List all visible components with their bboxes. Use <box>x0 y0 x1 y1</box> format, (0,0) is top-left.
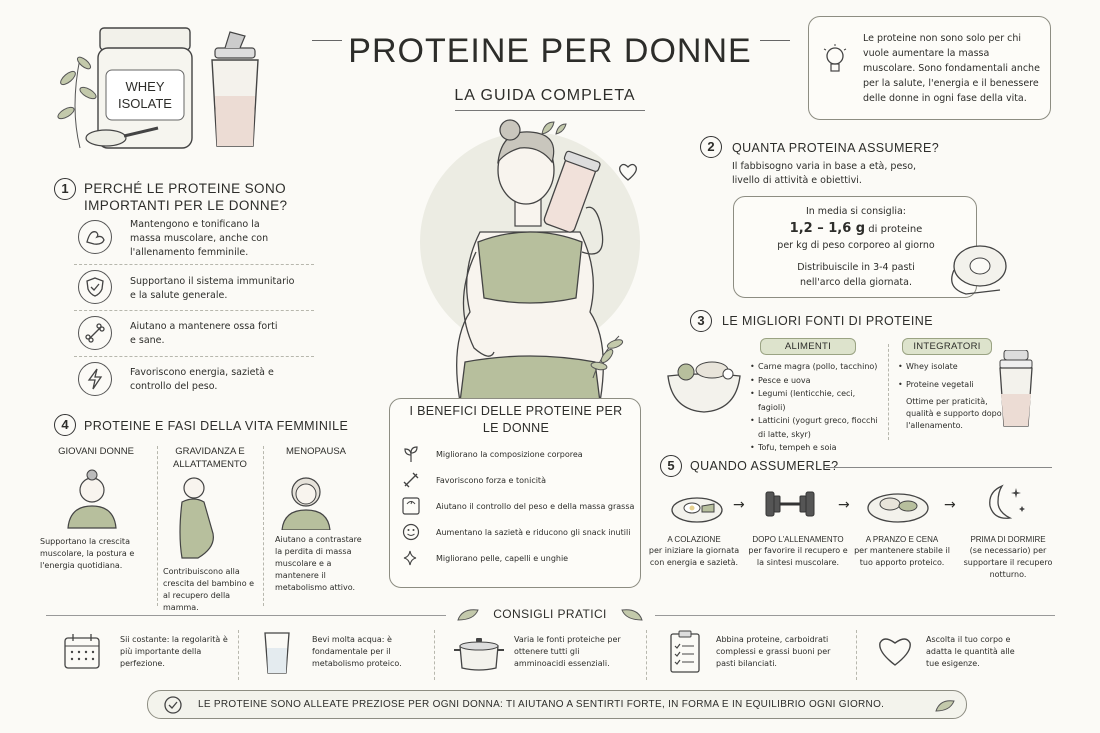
measuring-tape-icon <box>940 240 1010 300</box>
dumbbell-large-icon <box>760 484 820 524</box>
amount-line4: nell'arco della giornata. <box>800 277 912 288</box>
phase-young-title: GIOVANI DONNE <box>58 446 134 457</box>
lightning-icon <box>78 362 112 396</box>
footer-banner <box>147 690 967 719</box>
amount-line3: Distribuiscile in 3-4 pasti <box>797 262 915 273</box>
pot-icon <box>452 634 506 674</box>
plant-sprig-icon <box>585 330 625 380</box>
amount-value: 1,2 – 1,6 g <box>789 221 866 236</box>
tip-item-3: Varia le fonti proteiche per ottenere tutti gli amminoacidi essenziali. <box>514 635 621 668</box>
amount-value-suffix: di proteine <box>865 224 923 235</box>
benefit-item-2: Favoriscono forza e tonicità <box>436 476 546 485</box>
divider <box>74 264 314 265</box>
tips-rule-right <box>655 615 1055 616</box>
section4-number: 4 <box>54 414 76 436</box>
food-item: • Latticini (yogurt greco, fiocchi di latte, skyr) <box>750 414 880 441</box>
phase-young-text: Supportano la crescita muscolare, la postura e l'energia quotidiana. <box>40 537 135 570</box>
subtitle-underline <box>455 110 645 111</box>
muscle-icon <box>78 220 112 254</box>
benefits-box <box>389 398 641 588</box>
food-item: • Tofu, tempeh e soia <box>750 441 880 455</box>
sparkle-icon <box>402 549 420 567</box>
protein-shaker-icon <box>994 350 1038 428</box>
amount-line2: per kg di peso corporeo al giorno <box>777 240 935 251</box>
section1-item-4: Favoriscono energia, sazietà e controllo del peso. <box>130 367 274 392</box>
foods-label: ALIMENTI <box>760 338 856 355</box>
moment-bedtime-title: PRIMA DI DORMIRE <box>970 535 1046 544</box>
foods-divider <box>888 344 889 440</box>
lunch-plate-icon <box>866 482 930 526</box>
phase-divider <box>263 446 264 606</box>
intro-box <box>808 16 1051 120</box>
sprout-icon <box>402 445 420 463</box>
page-subtitle: LA GUIDA COMPLETA <box>454 87 636 104</box>
dumbbell-icon <box>402 471 420 489</box>
tip-item-1: Sii costante: la regolarità è più importante della perfezione. <box>120 635 228 668</box>
tip-divider <box>856 630 857 680</box>
divider <box>74 356 314 357</box>
lightbulb-icon <box>821 43 849 79</box>
heart-icon <box>876 634 914 668</box>
supplement-item: • Proteine vegetali <box>898 378 1008 392</box>
jar-label-line2: ISOLATE <box>118 96 172 111</box>
foods-list <box>750 360 880 455</box>
section2-number: 2 <box>700 136 722 158</box>
footer-text: LE PROTEINE SONO ALLEATE PREZIOSE PER OGNI DONNA: TI AIUTANO A SENTIRTI FORTE, IN FORMA E IN EQUILIBRIO OGNI GIORNO. <box>198 699 885 710</box>
section1-item-3: Aiutano a mantenere ossa forti e sane. <box>130 321 278 346</box>
divider <box>74 310 314 311</box>
arrow-icon: → <box>944 497 956 513</box>
moment-breakfast-text: per iniziare la giornata con energia e sazietà. <box>648 546 740 567</box>
tip-divider <box>434 630 435 680</box>
tips-title: CONSIGLI PRATICI <box>493 607 607 621</box>
tip-item-5: Ascolta il tuo corpo e adatta le quantità alle tue esigenze. <box>926 635 1015 668</box>
moment-post-workout-text: per favorire il recupero e la sintesi muscolare. <box>748 546 848 567</box>
water-glass-icon <box>262 630 292 676</box>
benefit-item-1: Migliorano la composizione corporea <box>436 450 583 459</box>
jar-label-line1: WHEY <box>125 79 165 94</box>
phase-menopause-text: Aiutano a contrastare la perdita di massa muscolare e a mantenere il metabolismo attivo. <box>275 535 362 592</box>
benefit-item-4: Aumentano la sazietà e riducono gli snack inutili <box>436 528 631 537</box>
shield-check-icon <box>78 270 112 304</box>
breakfast-plate-icon <box>670 482 724 526</box>
calendar-icon <box>62 632 102 672</box>
phase-pregnancy-text: Contribuiscono alla crescita del bambino e al recupero della mamma. <box>163 567 255 612</box>
section5-number: 5 <box>660 455 682 477</box>
phase-menopause-title: MENOPAUSA <box>285 446 346 457</box>
section1-number: 1 <box>54 178 76 200</box>
section5-rule <box>826 467 1052 468</box>
intro-text: Le proteine non sono solo per chi vuole aumentare la massa muscolare. Sono fondamentali anche per la salute, l'energia e il benessere delle donne in ogni fase della vita. <box>863 33 1040 104</box>
benefits-title: I BENEFICI DELLE PROTEINE PER LE DONNE <box>409 404 623 435</box>
moon-stars-icon <box>980 480 1030 526</box>
check-circle-icon <box>164 696 182 714</box>
moment-bedtime-text: (se necessario) per supportare il recupero notturno. <box>963 546 1053 579</box>
moment-post-workout-title: DOPO L'ALLENAMENTO <box>752 535 844 544</box>
section2-desc: Il fabbisogno varia in base a età, peso, livello di attività e obiettivi. <box>732 161 917 186</box>
supplements-note: Ottime per praticità, qualità e supporto dopo l'allenamento. <box>906 397 1002 430</box>
section3-number: 3 <box>690 310 712 332</box>
heart-outline-icon <box>617 162 639 182</box>
tip-item-4: Abbina proteine, carboidrati complessi e grassi buoni per pasti bilanciati. <box>716 635 831 668</box>
title-deco-right <box>760 40 790 41</box>
arrow-icon: → <box>838 497 850 513</box>
section1-item-2: Supportano il sistema immunitario e la salute generale. <box>130 276 295 301</box>
leaf-icon <box>618 606 644 622</box>
tip-divider <box>646 630 647 680</box>
amount-intro: In media si consiglia: <box>805 206 907 217</box>
phase-pregnancy-title: GRAVIDANZA E ALLATTAMENTO <box>173 446 247 470</box>
tips-rule-left <box>46 615 446 616</box>
leaf-icon <box>934 697 958 713</box>
food-item: • Legumi (lenticchie, ceci, fagioli) <box>750 387 880 414</box>
mature-woman-illustration <box>276 470 336 530</box>
moment-breakfast-title: A COLAZIONE <box>667 535 721 544</box>
title-deco-left <box>312 40 342 41</box>
smile-icon <box>402 523 420 541</box>
scale-icon <box>402 497 420 515</box>
bone-icon <box>78 316 112 350</box>
section5-title: QUANDO ASSUMERLE? <box>690 459 839 473</box>
arrow-icon: → <box>733 497 745 513</box>
checklist-icon <box>668 630 702 674</box>
supplements-list <box>898 360 1008 391</box>
leaf-icon <box>456 606 482 622</box>
benefit-item-5: Migliorano pelle, capelli e unghie <box>436 554 569 563</box>
benefit-item-3: Aiutano il controllo del peso e della massa grassa <box>436 502 635 511</box>
tip-divider <box>238 630 239 680</box>
section1-title: PERCHÉ LE PROTEINE SONO IMPORTANTI PER LE DONNE? <box>84 181 288 213</box>
moment-meals-title: A PRANZO E CENA <box>865 535 939 544</box>
supplements-label: INTEGRATORI <box>902 338 992 355</box>
section4-title: PROTEINE E FASI DELLA VITA FEMMINILE <box>84 419 349 433</box>
section3-title: LE MIGLIORI FONTI DI PROTEINE <box>722 314 933 328</box>
food-bowl-icon <box>664 352 744 416</box>
phase-divider <box>157 446 158 606</box>
supplement-item: • Whey isolate <box>898 360 1008 374</box>
food-item: • Carne magra (pollo, tacchino) <box>750 360 880 374</box>
young-woman-illustration <box>62 466 122 530</box>
food-item: • Pesce e uova <box>750 374 880 388</box>
section1-item-1: Mantengono e tonificano la massa muscolare, anche con l'allenamento femminile. <box>130 219 269 258</box>
leaf-icon <box>538 118 568 138</box>
tip-item-2: Bevi molta acqua: è fondamentale per il metabolismo proteico. <box>312 635 402 668</box>
section2-title: QUANTA PROTEINA ASSUMERE? <box>732 141 940 155</box>
page-title: PROTEINE PER DONNE <box>348 32 752 70</box>
moment-meals-text: per mantenere stabile il tuo apporto proteico. <box>854 546 950 567</box>
pregnant-woman-illustration <box>168 474 228 564</box>
